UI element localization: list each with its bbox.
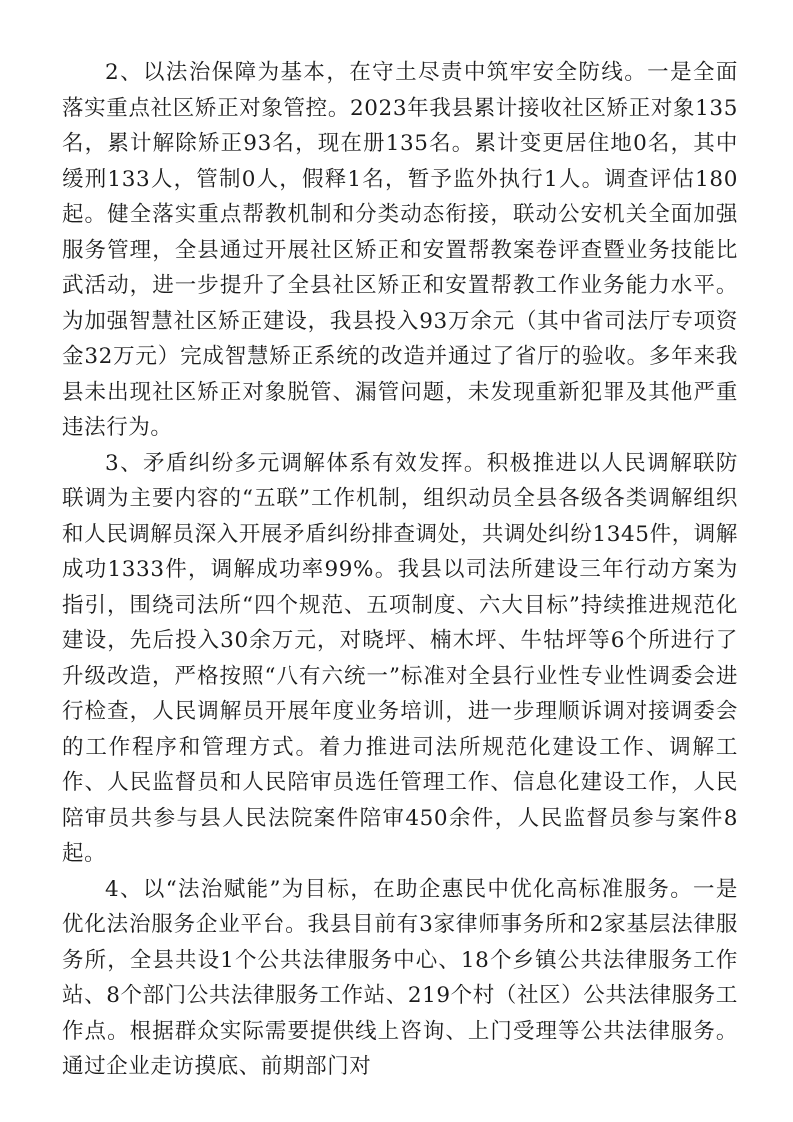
paragraph-community-correction: 2、以法治保障为基本，在守土尽责中筑牢安全防线。一是全面落实重点社区矫正对象管控。2023年我县累计接收社区矫正对象135名，累计解除矫正93名，现在册135名。累计变更居住地0名，其中缓刑133人，管制0人，假释1名，暂予监外执行1人。调查评估180起。健全落实重点帮教机制和分类动态衔接，联动公安机关全面加强服务管理，全县通过开展社区矫正和安置帮教案卷评查暨业务技能比武活动，进一步提升了全县社区矫正和安置帮教工作业务能力水平。为加强智慧社区矫正建设，我县投入93万余元（其中省司法厅专项资金32万元）完成智慧矫正系统的改造并通过了省厅的验收。多年来我县未出现社区矫正对象脱管、漏管问题，未发现重新犯罪及其他严重违法行为。 [62, 60, 738, 440]
paragraph-dispute-mediation: 3、矛盾纠纷多元调解体系有效发挥。积极推进以人民调解联防联调为主要内容的“五联”工作机制，组织动员全县各级各类调解组织和人民调解员深入开展矛盾纠纷排查调处，共调处纠纷1345件，调解成功1333件，调解成功率99%。我县以司法所建设三年行动方案为指引，围绕司法所“四个规范、五项制度、六大目标”持续推进规范化建设，先后投入30余万元，对晓坪、楠木坪、牛牯坪等6个所进行了升级改造，严格按照“八有六统一”标准对全县行业性专业性调委会进行检查，人民调解员开展年度业务培训，进一步理顺诉调对接调委会的工作程序和管理方式。着力推进司法所规范化建设工作、调解工作、人民监督员和人民陪审员选任管理工作、信息化建设工作，人民陪审员共参与县人民法院案件陪审450余件，人民监督员参与案件8起。 [62, 450, 738, 866]
paragraph-legal-services: 4、以“法治赋能”为目标，在助企惠民中优化高标准服务。一是优化法治服务企业平台。我县目前有3家律师事务所和2家基层法律服务所，全县共设1个公共法律服务中心、18个乡镇公共法律服务工作站、8个部门公共法律服务工作站、219个村（社区）公共法律服务工作点。根据群众实际需要提供线上咨询、上门受理等公共法律服务。通过企业走访摸底、前期部门对 [62, 876, 738, 1079]
